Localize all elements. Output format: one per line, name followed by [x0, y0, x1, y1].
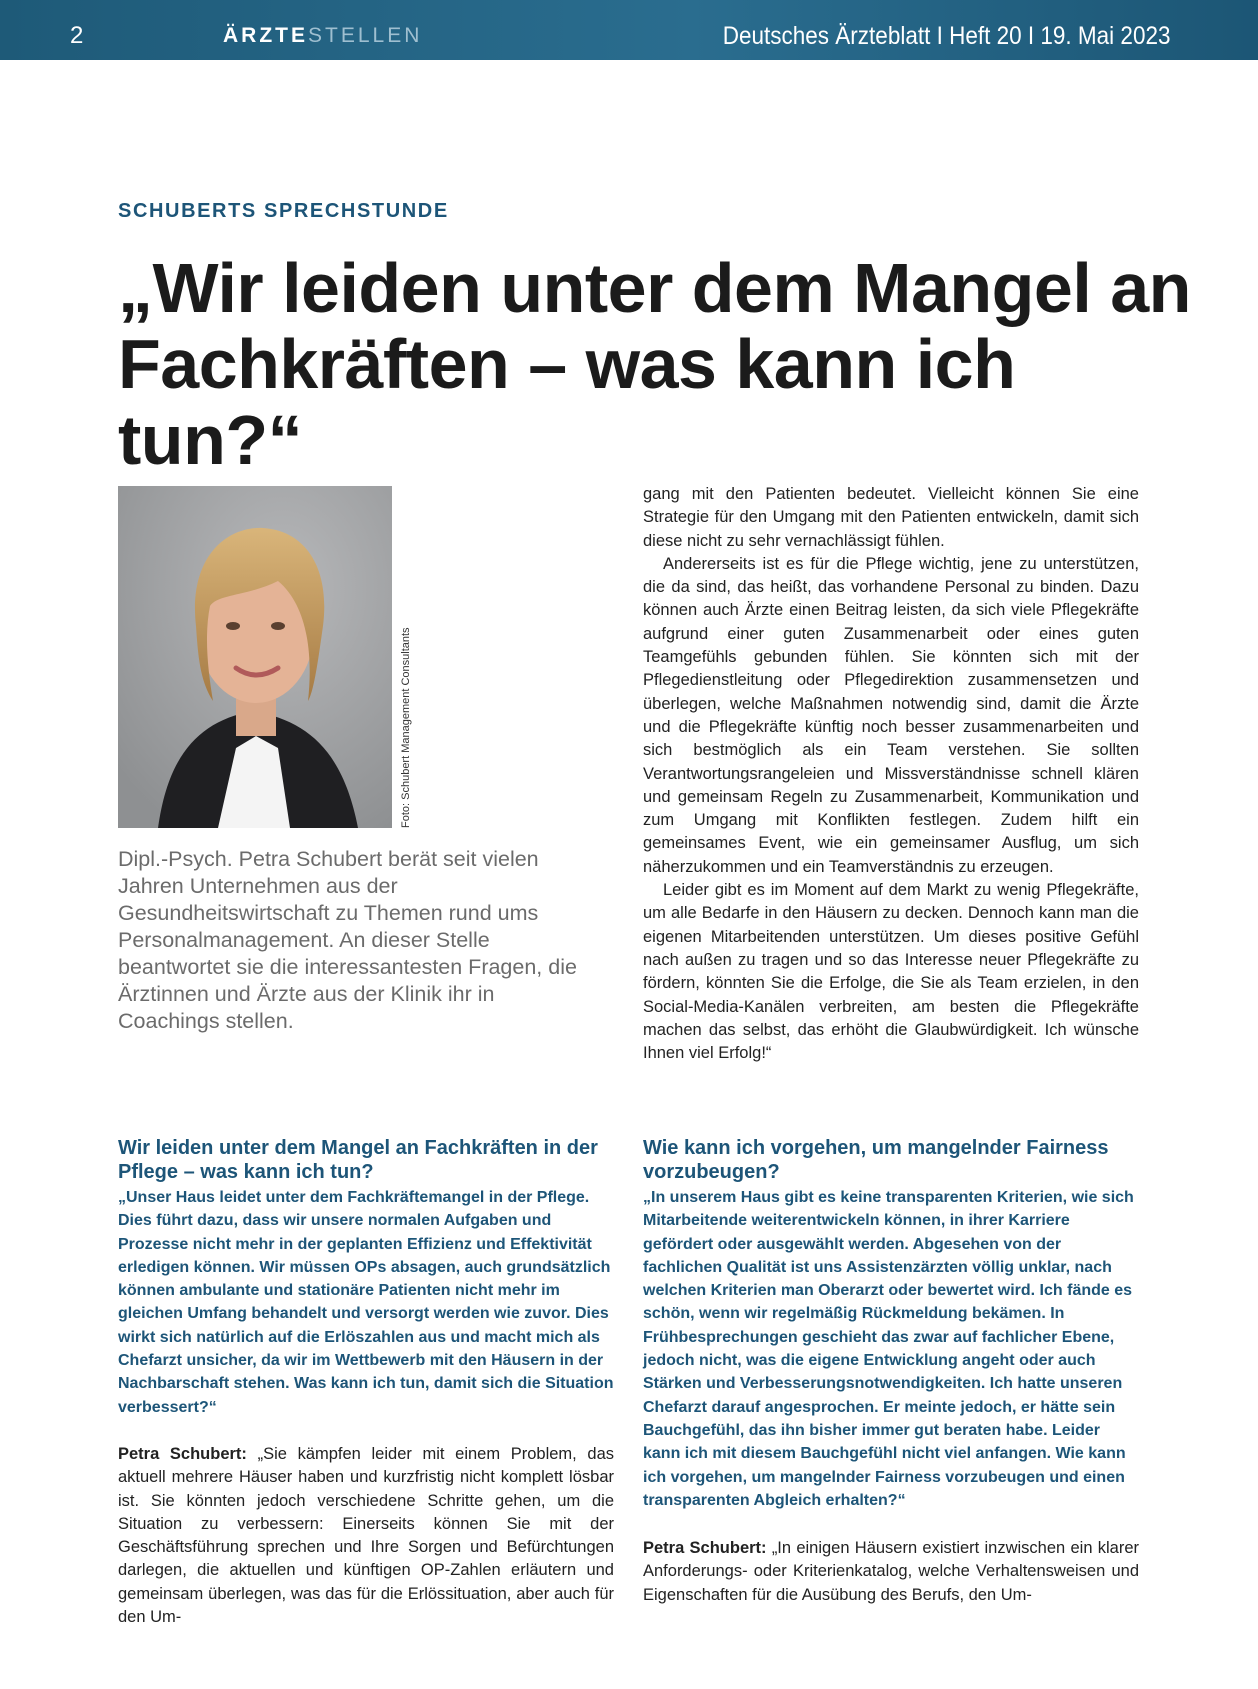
- question-text-1: „Unser Haus leidet unter dem Fachkräftemangel in der Pflege. Dies führt dazu, dass wir unsere normalen Aufgaben und Prozesse nicht mehr in der geplanten Effizienz und Effektivität erledigen können. Wir müssen OPs absagen, auch grundsätzlich können ambulante und stationäre Patienten nicht mehr im gleichen Umfang behandelt und versorgt werden wie zuvor. Dies wirkt sich natürlich auf die Erlöszahlen aus und macht mich als Chefarzt unsicher, da wir im Wettbewerb mit den Häusern in der Nachbarschaft stehen. Was kann ich tun, damit sich die Situation verbessert?“: [118, 1189, 614, 1416]
- portrait-photo: [118, 486, 392, 828]
- question-title-1: Wir leiden unter dem Mangel an Fachkräften in der Pflege – was kann ich tun?: [118, 1137, 598, 1183]
- answer-label: Petra Schubert:: [118, 1445, 247, 1463]
- photo-credit: Foto: Schubert Management Consultants: [400, 627, 412, 828]
- page-number: 2: [70, 22, 84, 49]
- right-column-text: [643, 483, 1139, 1065]
- answer-1: [118, 1443, 614, 1629]
- paragraph: Leider gibt es im Moment auf dem Markt zu wenig Pflegekräfte, um alle Bedarfe in den Häusern zu decken. Dennoch kann man die eigenen Mitarbeitenden unterstützen. Um dieses positive Gefühl nach außen zu tragen und so das Interesse neuer Pflegekräfte zu fördern, könnten Sie die Erfolge, die Sie als Team erzielen, in den Social-Media-Kanälen verbreiten, am besten die Pflegekräfte machen das selbst, das erhöht die Glaubwürdigkeit. Ich wünsche Ihnen viel Erfolg!“: [643, 881, 1139, 1063]
- logo: ÄRZTESTELLEN: [223, 24, 423, 47]
- paragraph: Andererseits ist es für die Pflege wichtig, jene zu unterstützen, die da sind, das heißt, das vorhandene Personal zu binden. Dazu können auch Ärzte einen Beitrag leisten, da sich viele Pflegekräfte aufgrund einer guten Zusammenarbeit oder eines guten Teamgefühls gebunden fühlen. Sie könnten sich mit der Pflegedienstleitung oder Pflegedirektion zusammensetzen und überlegen, welche Maßnahmen notwendig sind, damit die Ärzte und die Pflegekräfte künftig noch besser zusammenarbeiten und sich bestmöglich als ein Team verstehen. Sie sollten Verantwortungsrangeleien und Missverständnisse schnell klären und gemeinsam Regeln zu Zusammenarbeit, Kommunikation und zum Umgang mit Konflikten festlegen. Zudem hilft ein gemeinsames Event, wie ein gemeinsamer Ausflug, um sich näherzukommen und ein Teamverständnis zu erzeugen.: [643, 554, 1139, 876]
- answer-text: „In einigen Häusern existiert inzwischen ein klarer Anforderungs- oder Kriterienkatalog, welche Verhaltensweisen und Eigenschaften für die Ausübung des Berufs, den Um-: [643, 1539, 1140, 1604]
- answer-2: [643, 1537, 1139, 1607]
- journal-info: Deutsches Ärzteblatt I Heft 20 I 19. Mai 2023: [722, 22, 1170, 50]
- answer-text: „Sie kämpfen leider mit einem Problem, das aktuell mehrere Häuser haben und kurzfristig nicht komplett lösbar ist. Sie könnten jedoch verschiedene Schritte gehen, um die Situation zu verbessern: Einerseits können Sie mit der Geschäftsführung sprechen und Ihre Sorgen und Befürchtungen darlegen, die aktuellen und künftigen OP-Zahlen erläutern und gemeinsam überlegen, was das für die Erlössituation, aber auch für den Um-: [118, 1445, 614, 1627]
- answer-label: Petra Schubert:: [643, 1539, 767, 1557]
- question-title-2: Wie kann ich vorgehen, um mangelnder Fairness vorzubeugen?: [643, 1137, 1109, 1183]
- paragraph: gang mit den Patienten bedeutet. Vielleicht können Sie eine Strategie für den Umgang mit den Patienten entwickeln, damit sich diese nicht zu sehr vernachlässigt fühlen.: [643, 485, 1139, 550]
- question-text-2: „In unserem Haus gibt es keine transparenten Kriterien, wie sich Mitarbeitende weiterentwickeln können, in ihrer Karriere gefördert oder ausgewählt werden. Abgesehen von der fachlichen Qualität ist uns Assistenzärzten völlig unklar, nach welchen Kriterien man Oberarzt oder bewertet wird. Ich fände es schön, wenn wir regelmäßig Rückmeldung bekämen. In Frühbesprechungen geschieht das zwar auf fachlicher Ebene, jedoch nicht, was die eigene Entwicklung angeht oder auch Stärken und Verbesserungsnotwendigkeiten. Ich hatte unseren Chefarzt darauf angesprochen. Er meinte jedoch, er hätte sein Bauchgefühl, das ihn bisher immer gut beraten habe. Leider kann ich mit diesem Bauchgefühl nicht viel anfangen. Wie kann ich vorgehen, um mangelnder Fairness vorzubeugen und einen transparenten Abgleich erhalten?“: [643, 1189, 1134, 1509]
- header-bar: [0, 0, 1258, 60]
- headline: „Wir leiden unter dem Mangel an Fachkräften – was kann ich tun?“: [118, 249, 1191, 479]
- photo-caption: Dipl.-Psych. Petra Schubert berät seit vielen Jahren Unternehmen aus der Gesundheitswirtschaft zu Themen rund ums Personalmanagement. An dieser Stelle beantwortet sie die interessantesten Fragen, die Ärztinnen und Ärzte aus der Klinik ihr in Coachings stellen.: [118, 847, 577, 1033]
- section-kicker: SCHUBERTS SPRECHSTUNDE: [118, 200, 449, 222]
